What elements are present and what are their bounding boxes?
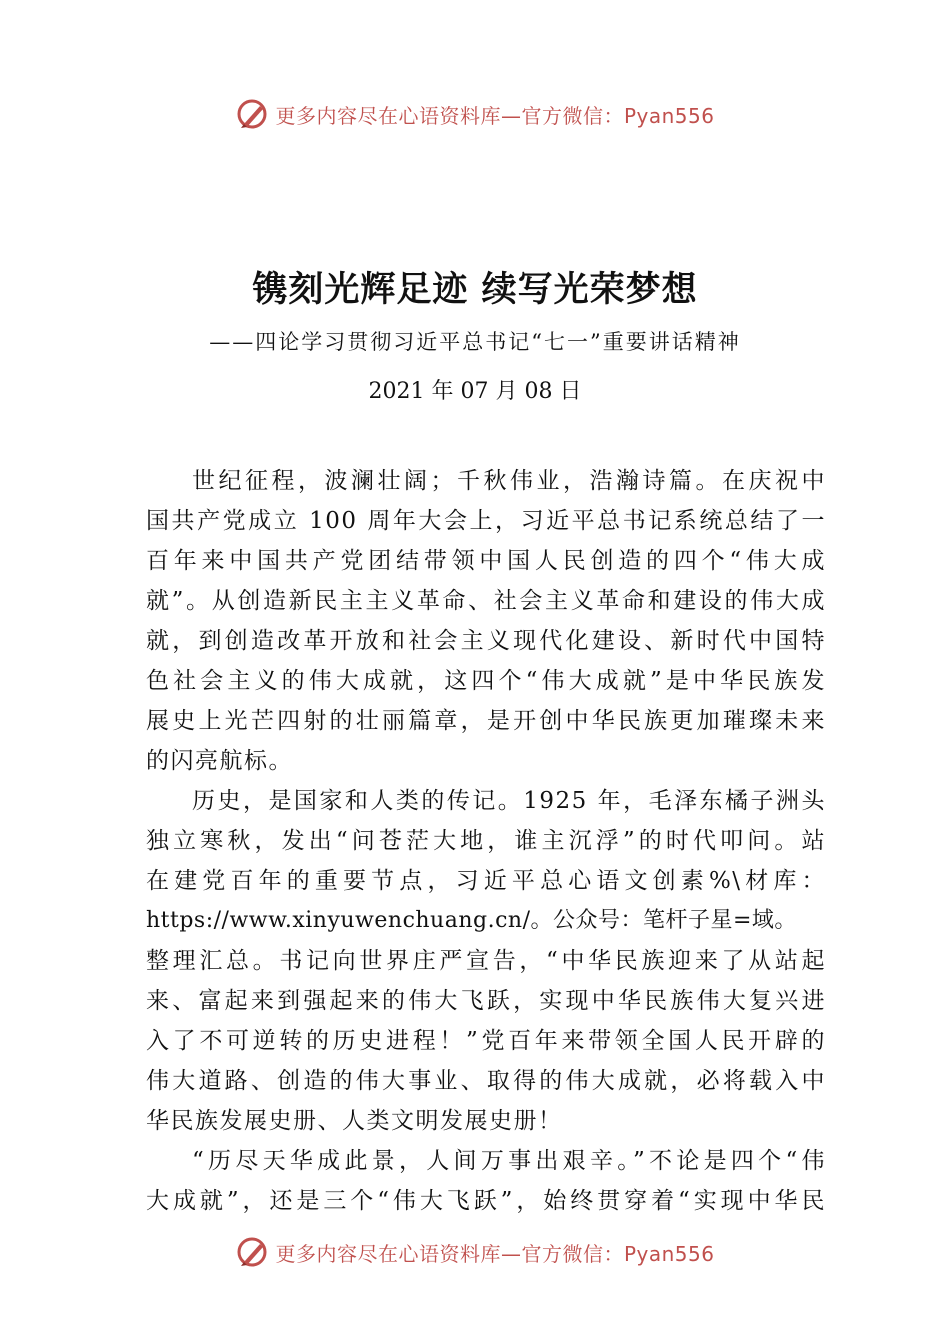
body-line: 在建党百年的重要节点，习近平总心语文创素%\材库： bbox=[146, 868, 826, 894]
pen-logo-icon bbox=[235, 97, 269, 131]
publish-date: 2021 年 07 月 08 日 bbox=[368, 379, 582, 404]
body-line: 就，到创造改革开放和社会主义现代化建设、新时代中国特 bbox=[146, 628, 826, 654]
body-line: 历史，是国家和人类的传记。1925 年，毛泽东橘子洲头 bbox=[192, 788, 826, 814]
body-line: 就”。从创造新民主主义革命、社会主义革命和建设的伟大成 bbox=[146, 588, 826, 614]
body-line: 国共产党成立 100 周年大会上，习近平总书记系统总结了一 bbox=[146, 508, 826, 534]
body-line: 来、富起来到强起来的伟大飞跃，实现中华民族伟大复兴进 bbox=[146, 988, 826, 1014]
body-line: 世纪征程，波澜壮阔；千秋伟业，浩瀚诗篇。在庆祝中 bbox=[192, 468, 826, 494]
body-line: 独立寒秋，发出“问苍茫大地，谁主沉浮”的时代叩问。站 bbox=[146, 828, 826, 854]
body-line: “历尽天华成此景，人间万事出艰辛。”不论是四个“伟 bbox=[192, 1148, 826, 1174]
header-banner-text: 更多内容尽在心语资料库—官方微信：Pyan556 bbox=[275, 103, 715, 128]
footer-banner-text: 更多内容尽在心语资料库—官方微信：Pyan556 bbox=[275, 1241, 715, 1266]
body-line: 伟大道路、创造的伟大事业、取得的伟大成就，必将载入中 bbox=[146, 1068, 826, 1094]
article-body bbox=[146, 461, 826, 1221]
page-title: 镌刻光辉足迹 续写光荣梦想 bbox=[252, 270, 698, 310]
pen-logo-icon bbox=[235, 1235, 269, 1269]
body-line: 入了不可逆转的历史进程！”党百年来带领全国人民开辟的 bbox=[146, 1028, 826, 1054]
body-line: 大成就”，还是三个“伟大飞跃”，始终贯穿着“实现中华民 bbox=[146, 1188, 826, 1214]
header-banner bbox=[0, 94, 950, 134]
body-line: 华民族发展史册、人类文明发展史册！ bbox=[146, 1108, 563, 1134]
body-line: 整理汇总。书记向世界庄严宣告，“中华民族迎来了从站起 bbox=[146, 948, 826, 974]
body-line: 的闪亮航标。 bbox=[146, 748, 293, 774]
page-subtitle: ——四论学习贯彻习近平总书记“七一”重要讲话精神 bbox=[209, 330, 741, 354]
body-line: 百年来中国共产党团结带领中国人民创造的四个“伟大成 bbox=[146, 548, 826, 574]
footer-banner bbox=[0, 1232, 950, 1272]
body-line: 色社会主义的伟大成就，这四个“伟大成就”是中华民族发 bbox=[146, 668, 826, 694]
body-line: https://www.xinyuwenchuang.cn/。公众号：笔杆子星=域。 bbox=[146, 908, 797, 933]
body-line: 展史上光芒四射的壮丽篇章，是开创中华民族更加璀璨未来 bbox=[146, 708, 826, 734]
